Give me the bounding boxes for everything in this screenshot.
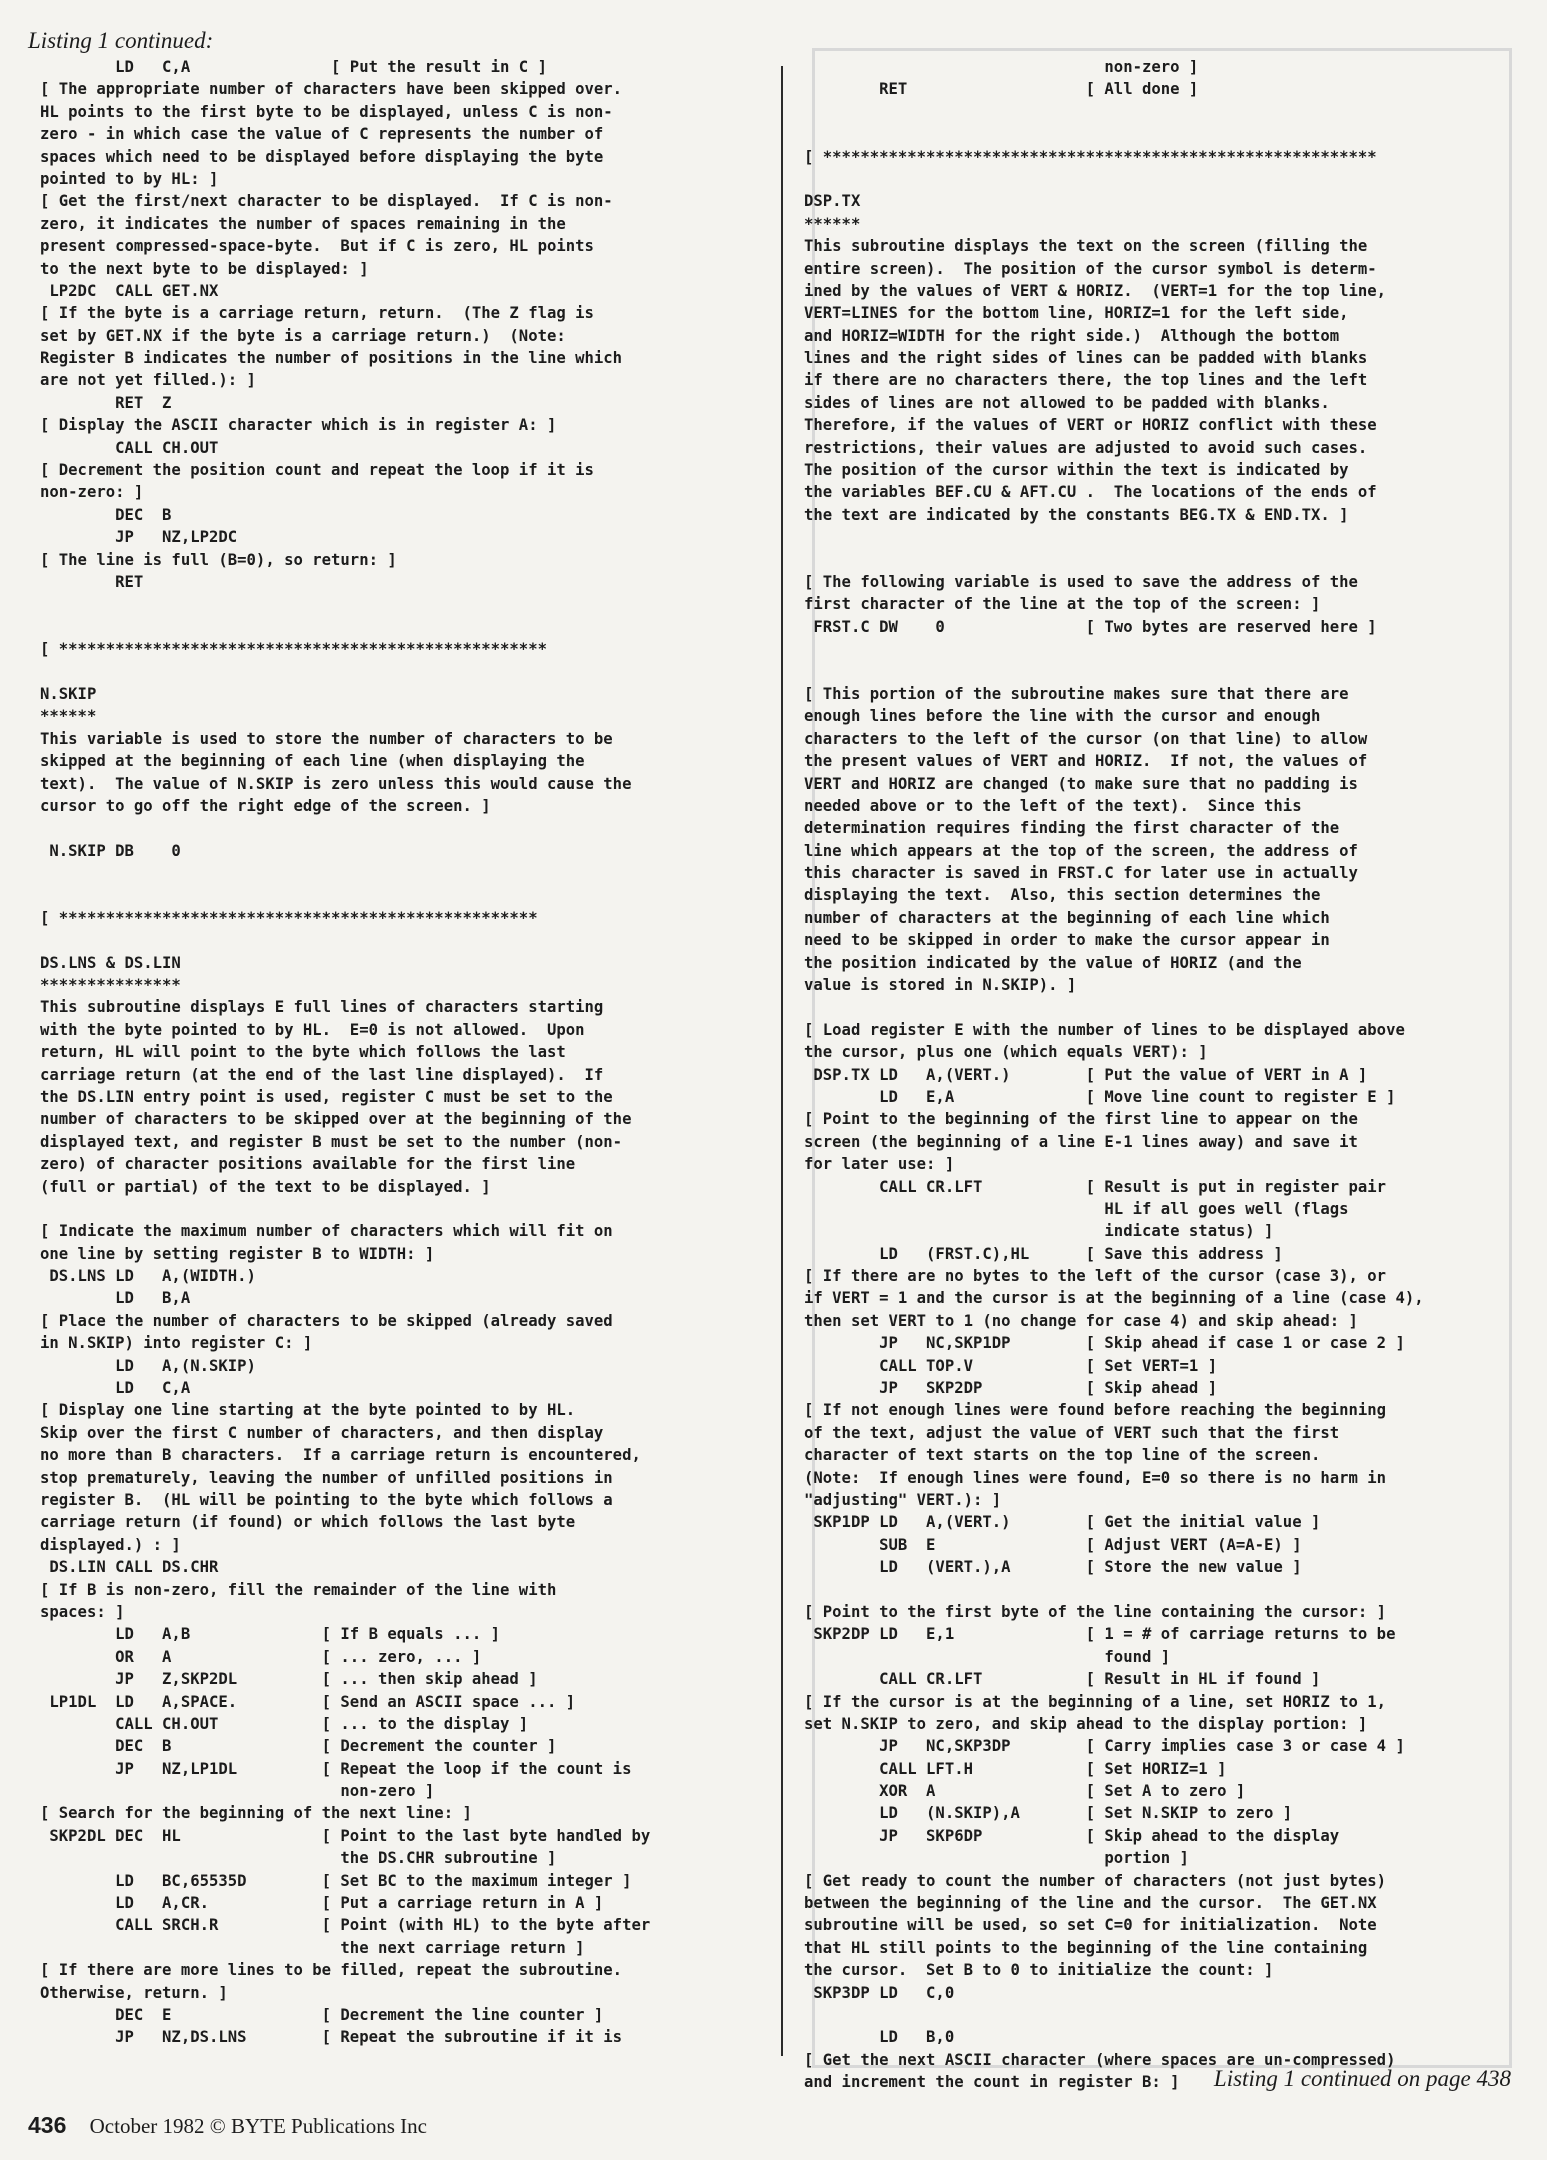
code-line: with the byte pointed to by HL. E=0 is not allowed. Upon <box>40 1020 585 1039</box>
code-line: LD C,A [ Put the result in C ] <box>40 58 547 76</box>
code-line: determination requires finding the first character of the <box>804 819 1340 838</box>
code-line: [ Display one line starting at the byte pointed to by HL. <box>40 1401 576 1420</box>
code-line: zero) of character positions available for the first line <box>40 1155 576 1174</box>
code-line: N.SKIP DB 0 <box>40 841 181 860</box>
code-line: spaces which need to be displayed before displaying the byte <box>40 147 604 166</box>
code-line: SUB E [ Adjust VERT (A=A-E) ] <box>804 1535 1302 1554</box>
code-line: set N.SKIP to zero, and skip ahead to the display portion: ] <box>804 1714 1368 1733</box>
code-line: [ If there are no bytes to the left of the cursor (case 3), or <box>804 1267 1387 1286</box>
code-line: LD B,A <box>40 1289 191 1308</box>
code-line: LP2DC CALL GET.NX <box>40 281 219 300</box>
code-line: if VERT = 1 and the cursor is at the beginning of a line (case 4), <box>804 1289 1424 1308</box>
code-line: the next carriage return ] <box>40 1938 585 1957</box>
code-line: [ Point to the beginning of the first line to appear on the <box>804 1110 1358 1129</box>
code-line: HL points to the first byte to be displayed, unless C is non- <box>40 102 613 121</box>
code-line: JP SKP2DP [ Skip ahead ] <box>804 1379 1218 1398</box>
code-line: OR A [ ... zero, ... ] <box>40 1647 482 1666</box>
code-line: JP Z,SKP2DL [ ... then skip ahead ] <box>40 1670 538 1689</box>
code-line: that HL still points to the beginning of the line containing <box>804 1938 1368 1957</box>
code-line: [ Get the next ASCII character (where spaces are un-compressed) <box>804 2050 1396 2069</box>
code-line: cursor to go off the right edge of the screen. ] <box>40 796 491 815</box>
code-line: XOR A [ Set A to zero ] <box>804 1782 1246 1801</box>
code-line: entire screen). The position of the cursor symbol is determ- <box>804 259 1377 278</box>
code-line: portion ] <box>804 1849 1189 1868</box>
code-line: "adjusting" VERT.): ] <box>804 1491 1002 1509</box>
code-line: characters to the left of the cursor (on that line) to allow <box>804 729 1368 748</box>
code-line: [ If there are more lines to be filled, repeat the subroutine. <box>40 1961 623 1980</box>
code-line: VERT=LINES for the bottom line, HORIZ=1 for the left side, <box>804 304 1349 323</box>
code-line: the DS.CHR subroutine ] <box>40 1849 557 1868</box>
code-line: LD A,CR. [ Put a carriage return in A ] <box>40 1894 604 1913</box>
code-line: LD E,A [ Move line count to register E ] <box>804 1087 1396 1106</box>
code-line: [ Get the first/next character to be displayed. If C is non- <box>40 192 613 211</box>
code-line: DS.LIN CALL DS.CHR <box>40 1558 219 1577</box>
code-line: SKP3DP LD C,0 <box>804 1983 955 2002</box>
code-line: [ *********************************************************** <box>804 147 1377 166</box>
code-line: [ **************************************************** <box>40 640 547 659</box>
code-line: Therefore, if the values of VERT or HORIZ conflict with these <box>804 416 1377 435</box>
code-line: CALL CH.OUT <box>40 438 219 457</box>
code-line <box>804 638 1509 660</box>
code-line: Skip over the first C number of characters, and then display <box>40 1423 604 1442</box>
code-line: to the next byte to be displayed: ] <box>40 259 369 278</box>
code-line: This variable is used to store the number of characters to be <box>40 729 613 748</box>
code-line <box>804 2004 1509 2026</box>
code-line: line which appears at the top of the screen, the address of <box>804 841 1358 860</box>
code-line: LP1DL LD A,SPACE. [ Send an ASCII space ... ] <box>40 1692 576 1711</box>
code-line: the present values of VERT and HORIZ. If not, the values of <box>804 752 1368 771</box>
page-number: 436 <box>28 2112 67 2138</box>
code-line: number of characters at the beginning of each line which <box>804 908 1330 927</box>
code-line: number of characters to be skipped over at the beginning of the <box>40 1110 632 1129</box>
code-line: and increment the count in register B: ] <box>804 2073 1180 2092</box>
code-line: displaying the text. Also, this section determines the <box>804 886 1321 905</box>
code-line: LD A,(N.SKIP) <box>40 1356 256 1375</box>
code-line: [ Indicate the maximum number of characters which will fit on <box>40 1222 613 1241</box>
code-line: value is stored in N.SKIP). ] <box>804 976 1077 995</box>
code-line: one line by setting register B to WIDTH: ] <box>40 1244 435 1263</box>
code-line: [ The following variable is used to save the address of the <box>804 572 1358 591</box>
code-line: zero - in which case the value of C represents the number of <box>40 125 604 144</box>
code-line: carriage return (if found) or which follows the last byte <box>40 1513 576 1532</box>
code-line: non-zero ] <box>804 58 1199 76</box>
code-line: restrictions, their values are adjusted to avoid such cases. <box>804 438 1368 457</box>
code-line: no more than B characters. If a carriage return is encountered, <box>40 1446 641 1465</box>
code-line: displayed.) : ] <box>40 1535 181 1554</box>
code-line <box>40 616 745 638</box>
code-line: [ This portion of the subroutine makes sure that there are <box>804 684 1349 703</box>
code-line: register B. (HL will be pointing to the byte which follows a <box>40 1491 613 1509</box>
code-line: [ *************************************************** <box>40 908 538 927</box>
code-line: CALL LFT.H [ Set HORIZ=1 ] <box>804 1759 1227 1778</box>
code-line: CALL CR.LFT [ Result is put in register pair <box>804 1177 1387 1196</box>
code-line <box>804 1579 1509 1601</box>
code-line: JP NC,SKP3DP [ Carry implies case 3 or case 4 ] <box>804 1737 1405 1756</box>
code-line: DEC E [ Decrement the line counter ] <box>40 2005 604 2024</box>
code-line: non-zero ] <box>40 1782 435 1801</box>
code-line: [ Load register E with the number of lines to be displayed above <box>804 1020 1405 1039</box>
code-line: the cursor, plus one (which equals VERT): ] <box>804 1043 1208 1062</box>
code-line <box>40 884 745 906</box>
code-line: JP NZ,LP1DL [ Repeat the loop if the count is <box>40 1759 632 1778</box>
page-footer <box>28 2112 427 2139</box>
continued-on-page-note: Listing 1 continued on page 438 <box>1213 2066 1511 2091</box>
code-line: lines and the right sides of lines can be padded with blanks <box>804 349 1368 368</box>
code-line: if there are no characters there, the top lines and the left <box>804 371 1368 390</box>
code-line: *************** <box>40 976 181 995</box>
code-line <box>804 101 1509 123</box>
code-line <box>804 996 1509 1018</box>
code-line: in N.SKIP) into register C: ] <box>40 1334 313 1353</box>
code-line <box>40 862 745 884</box>
code-line: This subroutine displays the text on the screen (filling the <box>804 237 1368 256</box>
code-line: present compressed-space-byte. But if C is zero, HL points <box>40 237 594 256</box>
code-line: LD A,B [ If B equals ... ] <box>40 1625 501 1644</box>
code-line: [ If the cursor is at the beginning of a line, set HORIZ to 1, <box>804 1692 1387 1711</box>
code-line: RET <box>40 572 144 591</box>
code-line: [ Search for the beginning of the next line: ] <box>40 1804 472 1823</box>
code-line: sides of lines are not allowed to be padded with blanks. <box>804 393 1330 412</box>
code-line <box>804 123 1509 145</box>
code-line: then set VERT to 1 (no change for case 4) and skip ahead: ] <box>804 1311 1358 1330</box>
code-line: the position indicated by the value of HORIZ (and the <box>804 953 1302 972</box>
code-line: LD C,A <box>40 1379 191 1398</box>
code-line: LD (VERT.),A [ Store the new value ] <box>804 1558 1302 1577</box>
listing-continued-header: Listing 1 continued: <box>28 28 214 53</box>
code-line: VERT and HORIZ are changed (to make sure that no padding is <box>804 774 1358 793</box>
code-line <box>804 168 1509 190</box>
code-line: needed above or to the left of the text). Since this <box>804 796 1302 815</box>
code-line: screen (the beginning of a line E-1 lines away) and save it <box>804 1132 1358 1151</box>
code-line: RET Z <box>40 393 172 412</box>
code-line: LD (N.SKIP),A [ Set N.SKIP to zero ] <box>804 1804 1293 1823</box>
code-line: DEC B [ Decrement the counter ] <box>40 1737 557 1756</box>
code-line: LD BC,65535D [ Set BC to the maximum integer ] <box>40 1871 632 1890</box>
code-line: subroutine will be used, so set C=0 for initialization. Note <box>804 1916 1377 1935</box>
code-line: JP NZ,LP2DC <box>40 528 238 547</box>
code-line: RET [ All done ] <box>804 80 1199 99</box>
code-line: text). The value of N.SKIP is zero unless this would cause the <box>40 774 632 793</box>
code-line: stop prematurely, leaving the number of unfilled positions in <box>40 1468 613 1487</box>
code-line: The position of the cursor within the text is indicated by <box>804 461 1349 480</box>
code-line: [ Display the ASCII character which is in register A: ] <box>40 416 557 435</box>
code-line: the variables BEF.CU & AFT.CU . The locations of the ends of <box>804 483 1377 502</box>
code-line: SKP1DP LD A,(VERT.) [ Get the initial value ] <box>804 1513 1321 1532</box>
code-line: [ Decrement the position count and repeat the loop if it is <box>40 461 594 480</box>
code-line: LD B,0 <box>804 2028 955 2047</box>
code-line: the cursor. Set B to 0 to initialize the count: ] <box>804 1961 1274 1980</box>
code-line: ined by the values of VERT & HORIZ. (VERT=1 for the top line, <box>804 281 1387 300</box>
code-line: the DS.LIN entry point is used, register C must be set to the <box>40 1087 613 1106</box>
code-line: CALL TOP.V [ Set VERT=1 ] <box>804 1356 1218 1375</box>
code-line: found ] <box>804 1647 1171 1666</box>
code-line: N.SKIP <box>40 684 97 703</box>
code-line: DEC B <box>40 505 172 524</box>
code-line: pointed to by HL: ] <box>40 169 219 188</box>
code-line: character of text starts on the top line of the screen. <box>804 1446 1321 1465</box>
code-line: are not yet filled.): ] <box>40 371 256 390</box>
code-line: ****** <box>804 214 861 233</box>
code-line <box>804 526 1509 548</box>
code-line: first character of the line at the top of the screen: ] <box>804 595 1321 614</box>
code-line: CALL CH.OUT [ ... to the display ] <box>40 1714 529 1733</box>
code-line: DS.LNS LD A,(WIDTH.) <box>40 1267 256 1286</box>
code-line <box>40 593 745 615</box>
code-line: JP NZ,DS.LNS [ Repeat the subroutine if it is <box>40 2028 623 2047</box>
code-line: return, HL will point to the byte which follows the last <box>40 1043 566 1062</box>
code-line: Register B indicates the number of positions in the line which <box>40 349 623 368</box>
code-line: indicate status) ] <box>804 1222 1274 1241</box>
code-line: carriage return (at the end of the last line displayed). If <box>40 1065 604 1084</box>
code-line: for later use: ] <box>804 1155 955 1174</box>
code-line <box>40 1198 745 1220</box>
code-line: and HORIZ=WIDTH for the right side.) Although the bottom <box>804 326 1340 345</box>
code-line: JP SKP6DP [ Skip ahead to the display <box>804 1826 1340 1845</box>
code-line: CALL SRCH.R [ Point (with HL) to the byte after <box>40 1916 651 1935</box>
code-line: (Note: If enough lines were found, E=0 so there is no harm in <box>804 1468 1387 1487</box>
code-line: HL if all goes well (flags <box>804 1199 1349 1218</box>
code-line: need to be skipped in order to make the cursor appear in <box>804 931 1330 950</box>
code-line: LD (FRST.C),HL [ Save this address ] <box>804 1244 1283 1263</box>
listing-column-left <box>40 56 745 2056</box>
code-line: [ If B is non-zero, fill the remainder of the line with <box>40 1580 557 1599</box>
column-divider <box>781 66 783 2056</box>
code-line: CALL CR.LFT [ Result in HL if found ] <box>804 1670 1321 1689</box>
code-line: enough lines before the line with the cursor and enough <box>804 707 1321 726</box>
code-line <box>804 549 1509 571</box>
code-line: DSP.TX LD A,(VERT.) [ Put the value of VERT in A ] <box>804 1065 1368 1084</box>
code-line: JP NC,SKP1DP [ Skip ahead if case 1 or case 2 ] <box>804 1334 1405 1353</box>
code-line: skipped at the beginning of each line (when displaying the <box>40 752 585 771</box>
code-line: DS.LNS & DS.LIN <box>40 953 181 972</box>
code-line: [ Point to the first byte of the line containing the cursor: ] <box>804 1602 1387 1621</box>
code-line: of the text, adjust the value of VERT such that the first <box>804 1423 1340 1442</box>
code-line: zero, it indicates the number of spaces remaining in the <box>40 214 566 233</box>
code-line: ****** <box>40 707 97 726</box>
code-line: [ Get ready to count the number of characters (not just bytes) <box>804 1871 1387 1890</box>
code-line: spaces: ] <box>40 1602 125 1621</box>
code-line: DSP.TX <box>804 192 861 211</box>
code-line: [ The line is full (B=0), so return: ] <box>40 550 397 569</box>
code-line: [ Place the number of characters to be skipped (already saved <box>40 1311 613 1330</box>
code-line: set by GET.NX if the byte is a carriage return.) (Note: <box>40 326 566 345</box>
code-line: displayed text, and register B must be set to the number (non- <box>40 1132 623 1151</box>
code-line: This subroutine displays E full lines of characters starting <box>40 998 604 1017</box>
code-line <box>804 661 1509 683</box>
code-line: the text are indicated by the constants BEG.TX & END.TX. ] <box>804 505 1349 524</box>
code-line: this character is saved in FRST.C for later use in actually <box>804 864 1358 883</box>
code-line: [ The appropriate number of characters have been skipped over. <box>40 80 623 99</box>
code-line <box>40 661 745 683</box>
footer-publication-line: October 1982 © BYTE Publications Inc <box>89 2114 427 2138</box>
code-line: SKP2DL DEC HL [ Point to the last byte handled by <box>40 1826 651 1845</box>
code-line <box>40 817 745 839</box>
code-line: [ If not enough lines were found before reaching the beginning <box>804 1401 1387 1420</box>
code-line: Otherwise, return. ] <box>40 1983 228 2002</box>
code-line: non-zero: ] <box>40 483 144 502</box>
code-line: SKP2DP LD E,1 [ 1 = # of carriage returns to be <box>804 1625 1396 1644</box>
code-line <box>40 929 745 951</box>
code-line: [ If the byte is a carriage return, return. (The Z flag is <box>40 304 594 323</box>
code-line: between the beginning of the line and the cursor. The GET.NX <box>804 1894 1377 1913</box>
code-line: FRST.C DW 0 [ Two bytes are reserved here ] <box>804 617 1377 636</box>
code-line: (full or partial) of the text to be displayed. ] <box>40 1177 491 1196</box>
